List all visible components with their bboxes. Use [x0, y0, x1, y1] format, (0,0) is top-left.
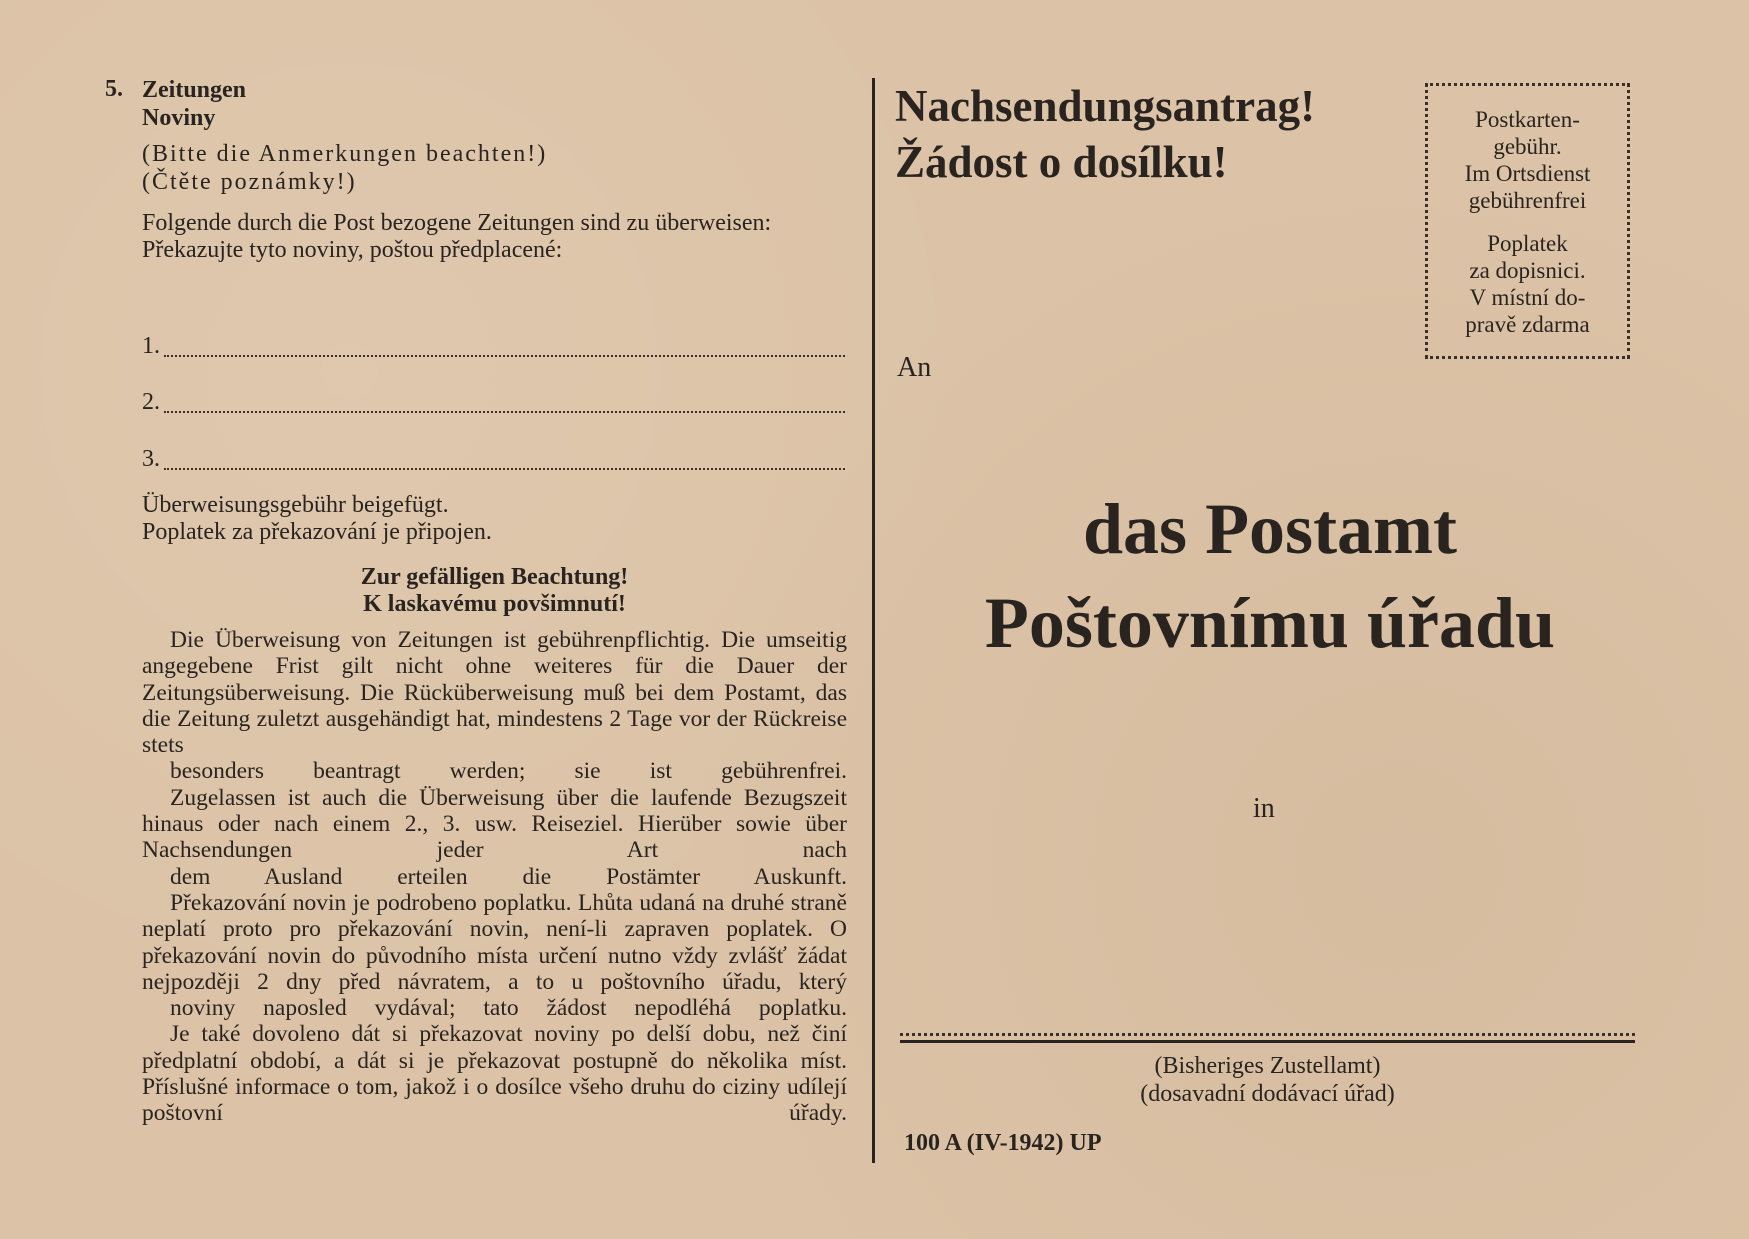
stamp-text-line: V místní do-	[1469, 285, 1586, 310]
previous-office-caption	[900, 1052, 1635, 1108]
note-4-text: Je také dovoleno dát si překazovat noviny po delší dobu, než činí předplatní období, a dát si je překazovat postupně do několika míst. Příslušné informace o tom, jakož i o dosílce všeho druhu do ciziny udílejí poštovní úřady.	[142, 1021, 847, 1127]
left-column	[0, 0, 870, 1239]
dotted-fill-line	[164, 411, 845, 413]
section-title-de: Zeitungen	[142, 77, 247, 103]
notes-hint-cs: (Čtěte poznámky!)	[142, 169, 357, 195]
intro-text	[142, 210, 847, 264]
note-paragraph-4	[142, 1021, 847, 1126]
headline-de: Nachsendungsantrag!	[895, 81, 1316, 131]
notes-block	[142, 627, 847, 1127]
location-in-label: in	[1253, 793, 1275, 824]
note-2-last: dem Ausland erteilen die Postämter Auskunft.	[170, 863, 847, 890]
note-1-last: besonders beantragt werden; sie ist gebührenfrei.	[170, 758, 847, 785]
recipient-to-label: An	[897, 352, 932, 383]
stamp-box-cs	[1428, 230, 1627, 338]
previous-office-de: (Bisheriges Zustellamt)	[1154, 1053, 1381, 1079]
line-number: 1.	[142, 333, 160, 359]
stamp-text-line: Im Ortsdienst	[1464, 161, 1591, 186]
newspaper-line-3[interactable]	[142, 446, 845, 476]
office-cs: Poštovnímu úřadu	[984, 583, 1556, 663]
fee-note	[142, 492, 492, 546]
stamp-text-line: pravě zdarma	[1465, 312, 1590, 337]
intro-cs: Překazujte tyto noviny, poštou předplacené:	[142, 237, 563, 263]
previous-office-cs: (dosavadní dodávací úřad)	[1140, 1081, 1395, 1107]
notes-hint-de: (Bitte die Anmerkungen beachten!)	[142, 141, 548, 167]
postage-stamp-box	[1425, 83, 1630, 359]
stamp-box-de	[1428, 106, 1627, 214]
attention-cs: K laskavému povšimnutí!	[363, 591, 626, 617]
note-3-text: Překazování novin je podrobeno poplatku. Lhůta udaná na druhé straně neplatí proto pro překazování novin, není-li zapraven poplatek. O překazování novin do původního místa určení nutno vždy zvlášť žádat nejpozději 2 dny před návratem, a to u poštovního úřadu, který	[142, 889, 847, 995]
dotted-fill-line	[164, 355, 845, 357]
office-de: das Postamt	[1083, 489, 1457, 569]
stamp-text-line: Postkarten-	[1475, 107, 1580, 132]
note-2-text: Zugelassen ist auch die Überweisung über die laufende Bezugszeit hinaus oder nach einem 2., 3. usw. Reiseziel. Hierüber sowie über Nachsendungen jeder Art nach	[142, 784, 847, 864]
newspaper-line-2[interactable]	[142, 389, 845, 419]
intro-de: Folgende durch die Post bezogene Zeitungen sind zu überweisen:	[142, 210, 772, 236]
note-3-last: noviny naposled vydával; tato žádost nepodléhá poplatku.	[170, 995, 847, 1022]
stamp-text-line: gebührenfrei	[1468, 188, 1587, 213]
section-number: 5.	[105, 76, 123, 102]
form-headline	[895, 78, 1315, 190]
line-number: 3.	[142, 446, 160, 472]
stamp-text-line: za dopisnici.	[1469, 258, 1586, 283]
newspaper-line-1[interactable]	[142, 333, 845, 363]
fee-cs: Poplatek za překazování je připojen.	[142, 519, 492, 545]
dotted-fill-line	[164, 468, 845, 470]
line-number: 2.	[142, 389, 160, 415]
note-1-text: Die Überweisung von Zeitungen ist gebührenpflichtig. Die umseitig angegebene Frist gilt nicht ohne weiteres für die Dauer der Zeitungsüberweisung. Die Rücküberweisung muß bei dem Postamt, das die Zeitung zuletzt ausgehändigt hat, mindestens 2 Tage vor der Rückreise stets	[142, 627, 847, 759]
note-paragraph-1	[142, 627, 847, 785]
notes-hint	[142, 140, 547, 196]
headline-cs: Žádost o dosílku!	[895, 137, 1228, 187]
previous-office-fill-line[interactable]	[900, 1033, 1635, 1043]
attention-de: Zur gefälligen Beachtung!	[360, 564, 629, 590]
stamp-text-line: gebühr.	[1493, 134, 1562, 159]
note-paragraph-2	[142, 785, 847, 890]
section-title	[142, 76, 246, 132]
form-code: 100 A (IV-1942) UP	[904, 1130, 1102, 1156]
note-paragraph-3	[142, 890, 847, 1021]
attention-heading	[142, 564, 847, 618]
section-title-cs: Noviny	[142, 105, 216, 131]
recipient-office	[875, 482, 1665, 670]
stamp-text-line: Poplatek	[1487, 231, 1568, 256]
fee-de: Überweisungsgebühr beigefügt.	[142, 492, 449, 518]
